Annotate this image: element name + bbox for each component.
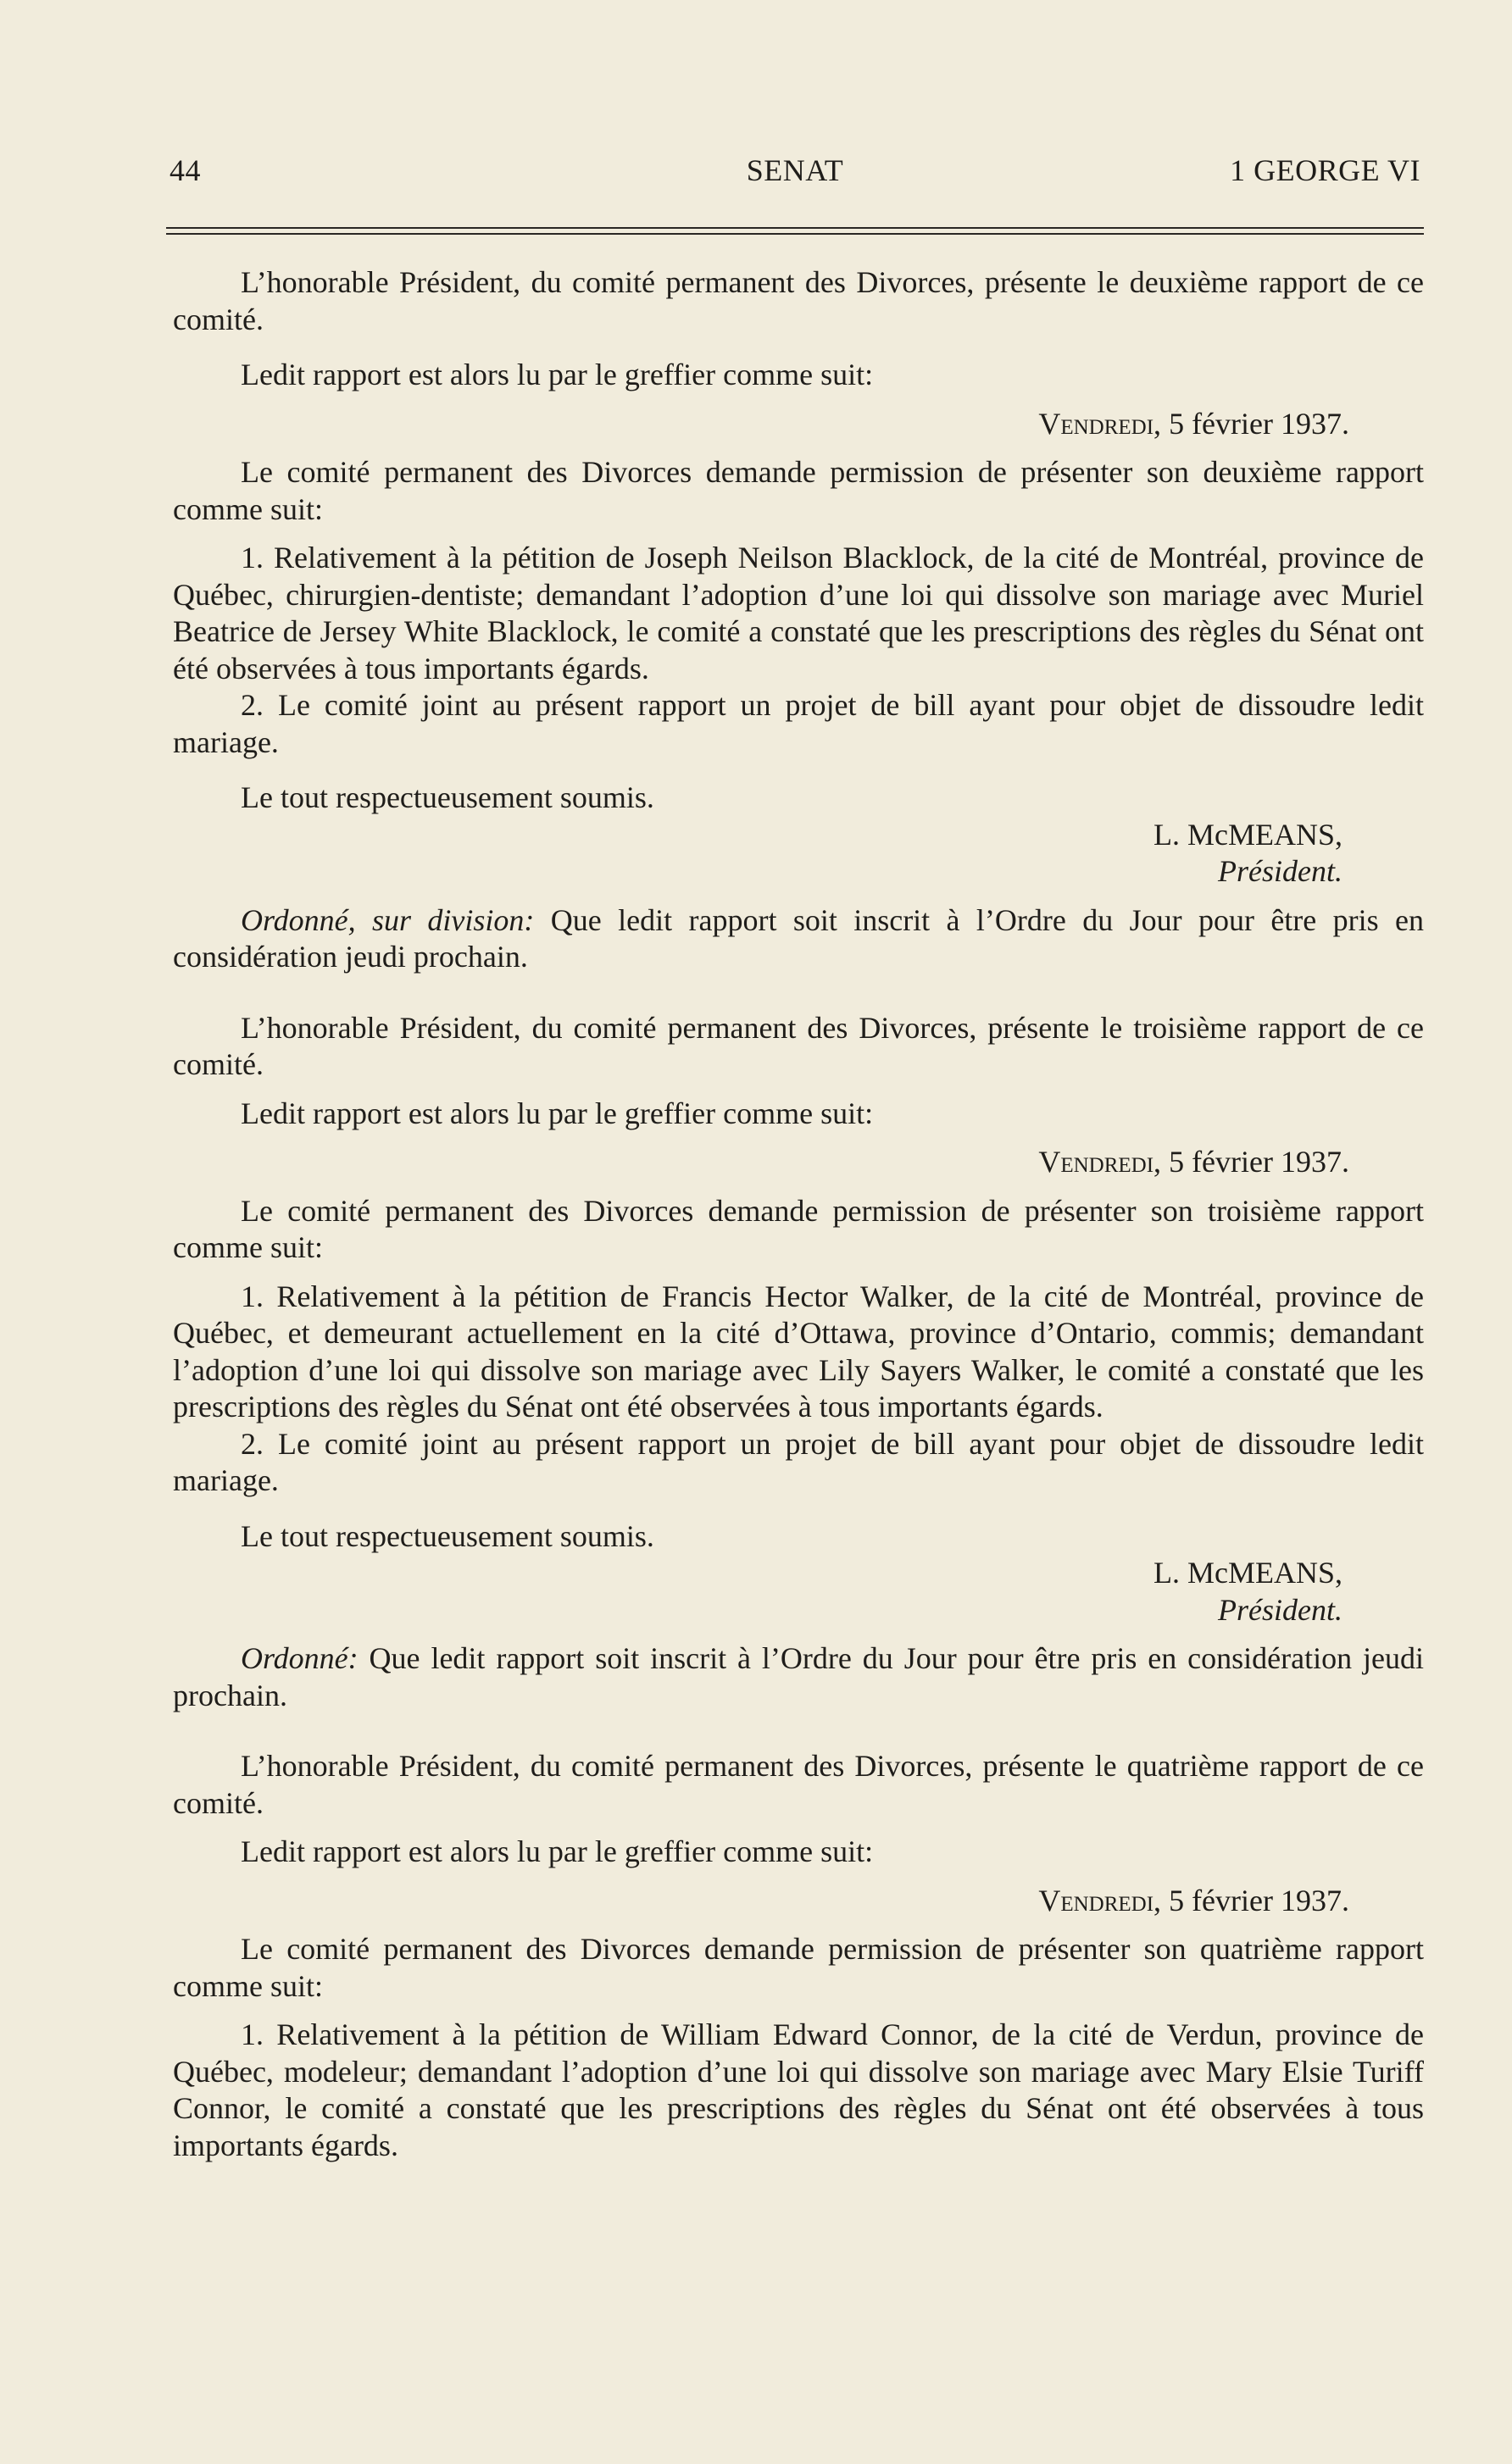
section-2-order-label: Ordonné: <box>241 1641 359 1675</box>
section-2-point-1: 1. Relativement à la pétition de Francis Hector Walker, de la cité de Montréal, province de Québec, et demeurant actuellement en la cité d’Ottawa, province d’Ontario, commis; demandant l’adoption d’une loi qui dissolve son mariage avec Lily Sayers Walker, le comité a constaté que les prescriptions des règles du Sénat ont été observées à tous importants égards. <box>173 1279 1424 1423</box>
section-2-order <box>173 1640 1424 1714</box>
section-2-dateline <box>173 1144 1424 1181</box>
section-2-signature-name: L. McMEANS, <box>1153 1556 1342 1590</box>
section-2-date-day: Vendredi, <box>1038 1145 1162 1179</box>
page-header <box>170 153 1420 195</box>
section-3-date-rest: 5 février 1937. <box>1161 1883 1349 1917</box>
section-2-signature-title: Président. <box>1218 1592 1342 1627</box>
section-1-reading: Ledit rapport est alors lu par le greffier comme suit: <box>241 358 874 391</box>
section-1-order-text: Que ledit rapport soit inscrit à l’Ordre du Jour pour être pris en considération jeudi prochain. <box>173 902 1425 974</box>
section-1-point-1: 1. Relativement à la pétition de Joseph Neilson Blacklock, de la cité de Montréal, province de Québec, chirurgien-dentiste; demandant l’adoption d’une loi qui dissolve son mariage avec Muriel Beatrice de Jersey White Blacklock, le comité a constaté que les prescriptions des règles du Sénat ont été observées à tous importants égards. <box>173 541 1424 685</box>
section-3-intro: L’honorable Président, du comité permanent des Divorces, présente le quatrième rapport de ce comité. <box>173 1749 1424 1820</box>
section-1-date-day: Vendredi, <box>1038 406 1162 441</box>
page-number: 44 <box>170 153 201 187</box>
section-1-order-label: Ordonné, sur division: <box>241 902 535 937</box>
section-2-intro: L’honorable Président, du comité permanent des Divorces, présente le troisième rapport de ce comité. <box>173 1010 1424 1081</box>
section-2-request: Le comité permanent des Divorces demande permission de présenter son troisième rapport comme suit: <box>173 1193 1424 1264</box>
section-1-order <box>173 902 1424 976</box>
reign-label: 1 GEORGE VI <box>1230 153 1420 187</box>
section-1-signature-name: L. McMEANS, <box>1153 817 1342 852</box>
section-1-point-2: 2. Le comité joint au présent rapport un projet de bill ayant pour objet de dissoudre ledit mariage. <box>173 688 1424 759</box>
header-rule-bottom <box>166 233 1424 235</box>
section-1-request: Le comité permanent des Divorces demande permission de présenter son deuxième rapport comme suit: <box>173 455 1424 526</box>
section-1-signature-title: Président. <box>1218 854 1342 888</box>
section-1-intro: L’honorable Président, du comité permanent des Divorces, présente le deuxième rapport de ce comité. <box>173 265 1424 336</box>
section-3-point-1: 1. Relativement à la pétition de William Edward Connor, de la cité de Verdun, province de Québec, modeleur; demandant l’adoption d’une loi qui dissolve son mariage avec Mary Elsie Turiff Connor, le comité a constaté que les prescriptions des règles du Sénat ont été observées à tous importants égards. <box>173 2017 1424 2162</box>
section-2-point-2: 2. Le comité joint au présent rapport un projet de bill ayant pour objet de dissoudre ledit mariage. <box>173 1426 1424 1497</box>
section-1-date-rest: 5 février 1937. <box>1161 406 1349 441</box>
section-2-date-rest: 5 février 1937. <box>1161 1145 1349 1179</box>
section-2-closing: Le tout respectueusement soumis. <box>241 1518 654 1553</box>
running-title: SENAT <box>746 153 844 187</box>
section-2-order-text: Que ledit rapport soit inscrit à l’Ordre du Jour pour être pris en considération jeudi prochain. <box>173 1641 1424 1712</box>
section-1-closing: Le tout respectueusement soumis. <box>241 780 654 814</box>
section-2-reading: Ledit rapport est alors lu par le greffier comme suit: <box>241 1096 874 1130</box>
section-1-dateline <box>173 406 1424 443</box>
section-3-date-day: Vendredi, <box>1038 1883 1162 1917</box>
section-3-dateline <box>173 1883 1424 1920</box>
section-3-reading: Ledit rapport est alors lu par le greffier comme suit: <box>241 1834 874 1868</box>
header-rule-top <box>166 227 1424 229</box>
page-body <box>173 264 1424 2164</box>
section-3-request: Le comité permanent des Divorces demande permission de présenter son quatrième rapport comme suit: <box>173 1932 1424 2003</box>
